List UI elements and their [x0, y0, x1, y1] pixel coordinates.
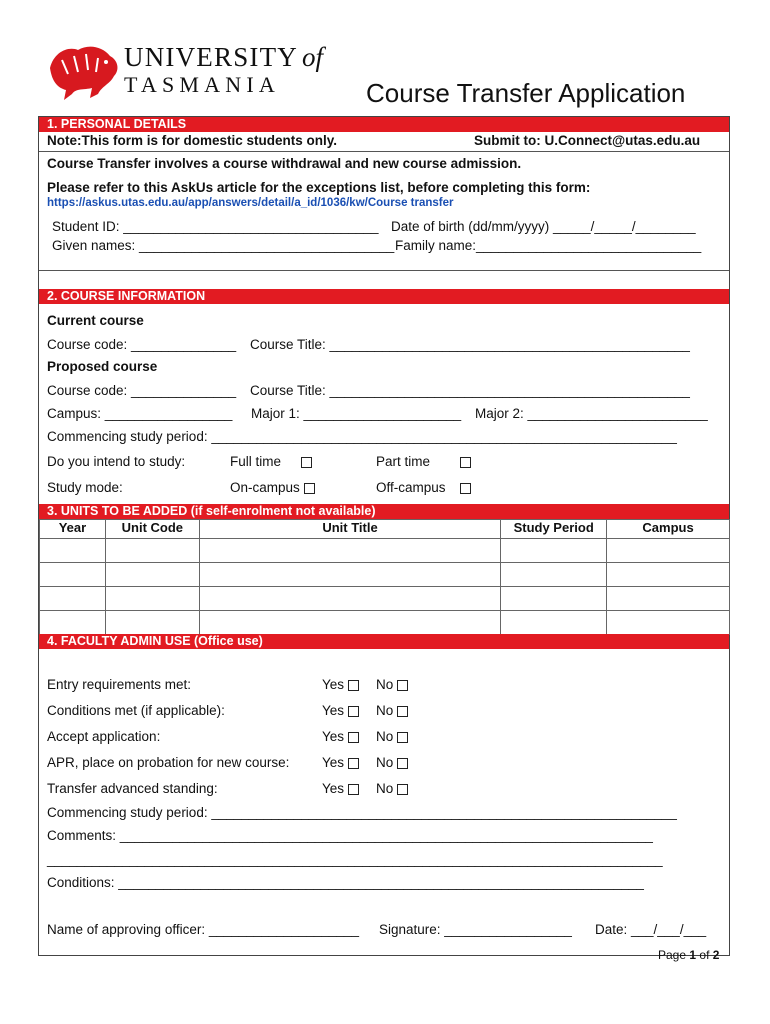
table-cell[interactable]	[105, 587, 199, 611]
table-cell[interactable]	[105, 539, 199, 563]
table-cell[interactable]	[501, 563, 607, 587]
conditions-met-yes[interactable]: Yes	[322, 703, 359, 718]
current-course-code-field[interactable]: Course code: ______________	[47, 337, 237, 352]
study-mode-label: Study mode:	[47, 480, 123, 495]
accept-application-no[interactable]: No	[376, 729, 408, 744]
conditions-met-label: Conditions met (if applicable):	[47, 703, 225, 718]
no-checkbox[interactable]	[397, 784, 408, 795]
yes-checkbox[interactable]	[348, 680, 359, 691]
units-table	[39, 519, 730, 635]
document-title: Course Transfer Application	[366, 78, 686, 108]
apr-probation-label: APR, place on probation for new course:	[47, 755, 290, 770]
table-cell[interactable]	[105, 611, 199, 635]
advanced-standing-label: Transfer advanced standing:	[47, 781, 218, 796]
on-campus-checkbox[interactable]	[304, 483, 315, 494]
table-cell[interactable]	[607, 611, 730, 635]
no-checkbox[interactable]	[397, 732, 408, 743]
table-row	[40, 563, 730, 587]
entry-requirements-yes[interactable]: Yes	[322, 677, 359, 692]
column-header: Unit Code	[105, 520, 199, 539]
yes-checkbox[interactable]	[348, 706, 359, 717]
full-time-checkbox[interactable]	[301, 457, 312, 468]
table-cell[interactable]	[607, 539, 730, 563]
section-units-header: 3. UNITS TO BE ADDED (if self-enrolment not available)	[39, 504, 729, 519]
major-1-field[interactable]: Major 1: _____________________	[251, 406, 462, 421]
full-time-option[interactable]: Full time	[230, 454, 312, 469]
table-cell[interactable]	[501, 539, 607, 563]
university-logo	[44, 40, 124, 104]
proposed-course-code-field[interactable]: Course code: ______________	[47, 383, 237, 398]
column-header: Study Period	[501, 520, 607, 539]
signature-field[interactable]: Signature: _________________	[379, 922, 572, 937]
table-cell[interactable]	[105, 563, 199, 587]
table-cell[interactable]	[40, 539, 106, 563]
accept-application-label: Accept application:	[47, 729, 161, 744]
yes-checkbox[interactable]	[348, 784, 359, 795]
domestic-note: Note:This form is for domestic students only.	[47, 133, 338, 148]
current-course-label: Current course	[47, 313, 144, 328]
current-course-title-field[interactable]: Course Title: ________________________________________________	[250, 337, 690, 352]
yes-checkbox[interactable]	[348, 732, 359, 743]
no-checkbox[interactable]	[397, 680, 408, 691]
tasmanian-tiger-icon	[50, 47, 117, 100]
section-course-information-header: 2. COURSE INFORMATION	[39, 289, 729, 304]
proposed-course-label: Proposed course	[47, 359, 158, 374]
advanced-standing-no[interactable]: No	[376, 781, 408, 796]
table-cell[interactable]	[199, 611, 500, 635]
no-checkbox[interactable]	[397, 758, 408, 769]
table-cell[interactable]	[40, 587, 106, 611]
conditions-field[interactable]: Conditions: ______________________________________________________________________	[47, 875, 644, 890]
commencing-study-period-field[interactable]: Commencing study period: ______________________________________________________________	[47, 429, 677, 444]
table-cell[interactable]	[199, 539, 500, 563]
off-campus-option[interactable]: Off-campus	[376, 480, 471, 495]
table-cell[interactable]	[199, 587, 500, 611]
table-cell[interactable]	[607, 563, 730, 587]
column-header: Year	[40, 520, 106, 539]
page-number: Page 1 of 2	[658, 948, 720, 962]
campus-field[interactable]: Campus: _________________	[47, 406, 233, 421]
section-personal-details-header: 1. PERSONAL DETAILS	[39, 117, 729, 132]
part-time-option[interactable]: Part time	[376, 454, 471, 469]
advanced-standing-yes[interactable]: Yes	[322, 781, 359, 796]
section-faculty-admin-header: 4. FACULTY ADMIN USE (Office use)	[39, 634, 729, 649]
refer-askus-text: Please refer to this AskUs article for the exceptions list, before completing this form:	[47, 180, 591, 195]
table-cell[interactable]	[40, 611, 106, 635]
column-header: Campus	[607, 520, 730, 539]
entry-requirements-label: Entry requirements met:	[47, 677, 192, 692]
transfer-info: Course Transfer involves a course withdrawal and new course admission.	[47, 156, 522, 171]
approving-officer-field[interactable]: Name of approving officer: ____________________	[47, 922, 359, 937]
comments-field[interactable]: Comments: _______________________________________________________________________	[47, 828, 653, 843]
admin-commencing-period-field[interactable]: Commencing study period: ______________________________________________________________	[47, 805, 677, 820]
yes-checkbox[interactable]	[348, 758, 359, 769]
no-checkbox[interactable]	[397, 706, 408, 717]
conditions-met-no[interactable]: No	[376, 703, 408, 718]
table-row	[40, 587, 730, 611]
column-header: Unit Title	[199, 520, 500, 539]
on-campus-option[interactable]: On-campus	[230, 480, 315, 495]
table-cell[interactable]	[501, 587, 607, 611]
table-row	[40, 611, 730, 635]
table-cell[interactable]	[199, 563, 500, 587]
student-id-field[interactable]: Student ID: __________________________________	[52, 219, 379, 234]
family-name-field[interactable]: Family name:______________________________	[395, 238, 702, 253]
divider	[39, 270, 729, 271]
off-campus-checkbox[interactable]	[460, 483, 471, 494]
proposed-course-title-field[interactable]: Course Title: ________________________________________________	[250, 383, 690, 398]
intend-to-study-label: Do you intend to study:	[47, 454, 186, 469]
university-name: UNIVERSITY of	[124, 42, 324, 72]
units-table-header	[40, 520, 730, 539]
entry-requirements-no[interactable]: No	[376, 677, 408, 692]
table-cell[interactable]	[607, 587, 730, 611]
university-name-tasmania: TASMANIA	[124, 72, 280, 97]
comments-field-line-2[interactable]: __________________________________________________________________________________	[47, 852, 663, 867]
table-row	[40, 539, 730, 563]
apr-probation-yes[interactable]: Yes	[322, 755, 359, 770]
date-of-birth-field[interactable]: Date of birth (dd/mm/yyyy) _____/_____/________	[391, 219, 696, 234]
accept-application-yes[interactable]: Yes	[322, 729, 359, 744]
submit-to-email[interactable]: Submit to: U.Connect@utas.edu.au	[474, 133, 701, 148]
askus-link[interactable]: https://askus.utas.edu.au/app/answers/detail/a_id/1036/kw/Course transfer	[47, 197, 454, 209]
major-2-field[interactable]: Major 2: ________________________	[475, 406, 708, 421]
date-field[interactable]: Date: ___/___/___	[595, 922, 707, 937]
divider	[39, 151, 729, 152]
apr-probation-no[interactable]: No	[376, 755, 408, 770]
table-cell[interactable]	[40, 563, 106, 587]
part-time-checkbox[interactable]	[460, 457, 471, 468]
given-names-field[interactable]: Given names: __________________________________	[52, 238, 395, 253]
table-cell[interactable]	[501, 611, 607, 635]
